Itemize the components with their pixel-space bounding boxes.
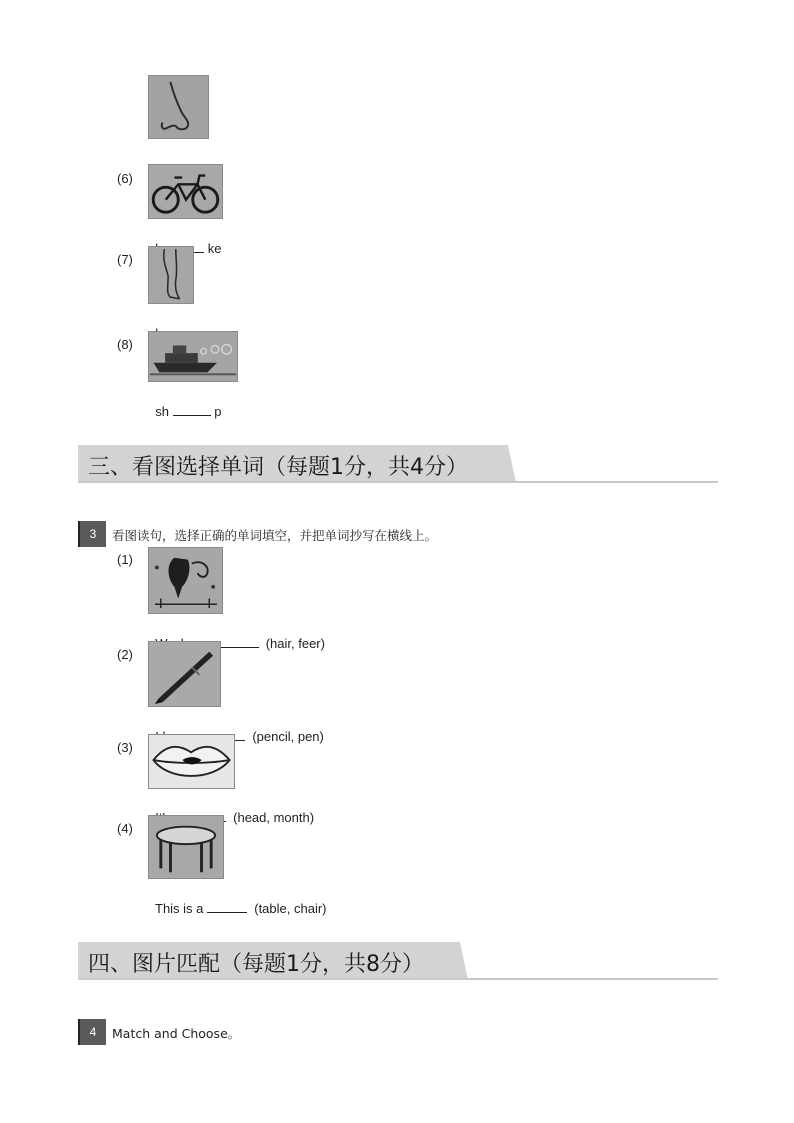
word-options: (hair, feer) xyxy=(258,636,325,651)
section-divider xyxy=(78,481,718,483)
item-number: (6) xyxy=(117,171,133,186)
hair-washing-picture xyxy=(148,547,223,614)
word-options: (table, chair) xyxy=(247,901,327,916)
question-badge: 3 xyxy=(80,521,106,547)
word-suffix: ke xyxy=(204,241,222,256)
bike-icon xyxy=(149,165,222,218)
mouth-picture xyxy=(148,734,235,789)
item-sentence xyxy=(148,886,327,916)
hair-washing-icon xyxy=(149,548,222,613)
nose-icon xyxy=(149,76,208,138)
item-number: (8) xyxy=(117,337,133,352)
leg-picture xyxy=(148,246,194,304)
item-number: (4) xyxy=(117,821,133,836)
nose-picture xyxy=(148,75,209,139)
bike-picture xyxy=(148,164,223,219)
table-picture xyxy=(148,815,224,879)
item-number: (3) xyxy=(117,740,133,755)
question-badge: 4 xyxy=(80,1019,106,1045)
item-number: (2) xyxy=(117,647,133,662)
leg-icon xyxy=(149,247,193,303)
table-icon xyxy=(149,816,223,878)
mouth-icon xyxy=(149,735,234,788)
answer-blank[interactable] xyxy=(207,901,247,913)
word-options: (head, month) xyxy=(225,810,315,825)
ship-picture xyxy=(148,331,238,382)
sentence-text: This is a xyxy=(155,901,208,916)
word-options: (pencil, pen) xyxy=(245,729,324,744)
word-prefix: sh xyxy=(155,404,173,419)
question-instruction: Match and Choose。 xyxy=(112,1026,241,1041)
question-instruction: 看图读句，选择正确的单词填空，并把单词抄写在横线上。 xyxy=(112,528,438,543)
section-title: 四、图片匹配（每题1分，共8分） xyxy=(88,952,424,977)
item-number: (7) xyxy=(117,252,133,267)
answer-blank[interactable] xyxy=(221,636,259,648)
item-answer-line xyxy=(148,389,221,419)
section-title: 三、看图选择单词（每题1分，共4分） xyxy=(88,455,468,480)
section-divider xyxy=(78,978,718,980)
item-number: (1) xyxy=(117,552,133,567)
ship-icon xyxy=(149,332,237,381)
pen-picture xyxy=(148,641,221,707)
answer-blank[interactable] xyxy=(173,404,211,416)
word-suffix: p xyxy=(210,404,222,419)
pen-icon xyxy=(149,642,220,706)
